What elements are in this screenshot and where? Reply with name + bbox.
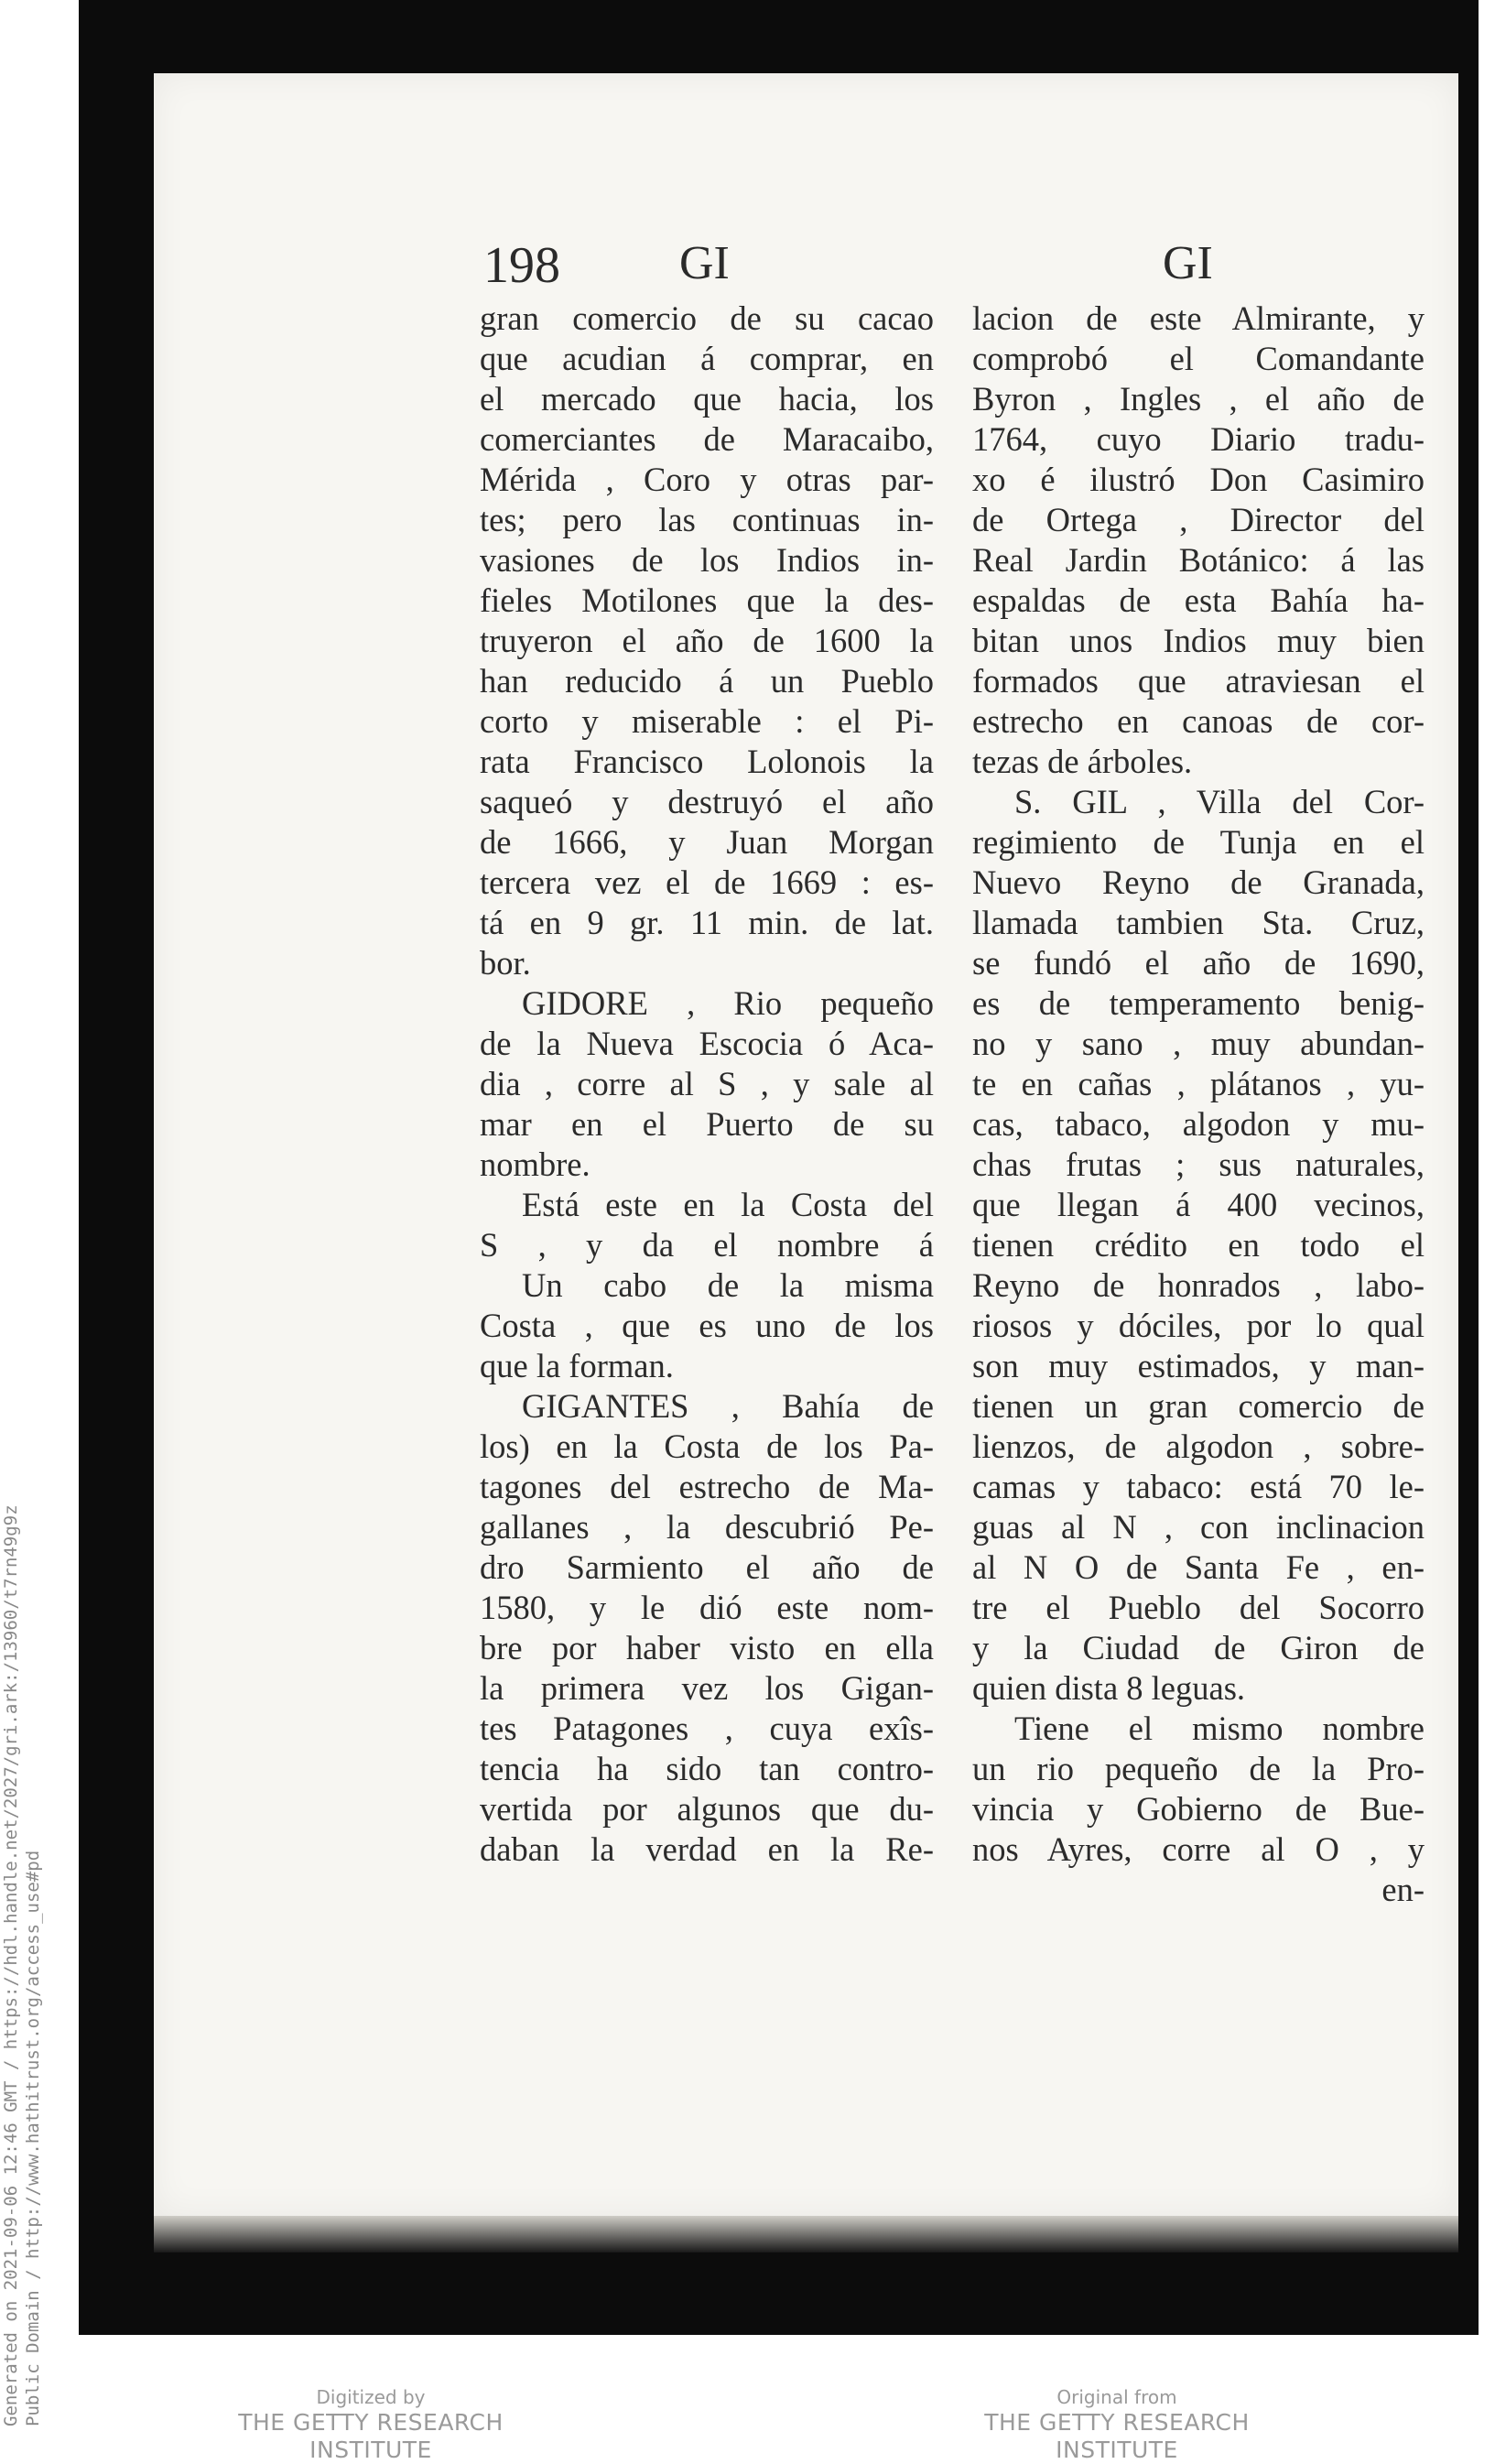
right-column-line: lacion de este Almirante, y [972,299,1425,337]
digitized-by-block [174,2385,568,2464]
left-column-line: bor. [480,944,531,982]
left-column-line: vertida por algunos que du- [480,1790,934,1828]
right-column-line: y la Ciudad de Giron de [972,1629,1425,1666]
right-column-line: comprobó el Comandante [972,340,1425,377]
right-column-line: te en cañas , plátanos , yu- [972,1065,1425,1102]
left-column-line: tercera vez el de 1669 : es- [480,863,934,901]
left-column-line: dro Sarmiento el año de [480,1548,934,1586]
left-column-line: GIGANTES , Bahía de [522,1387,934,1425]
right-column-line: son muy estimados, y man- [972,1347,1425,1384]
right-column-line: de Ortega , Director del [972,501,1425,538]
right-column-line: guas al N , con inclinacion [972,1508,1425,1546]
right-column-line: no y sano , muy abundan- [972,1025,1425,1062]
left-column-line: tencia ha sido tan contro- [480,1750,934,1787]
right-column-line: Real Jardin Botánico: á las [972,541,1425,579]
left-column-line: gran comercio de su cacao [480,299,934,337]
right-column-line: cas, tabaco, algodon y mu- [972,1105,1425,1143]
right-column-line: lienzos, de algodon , sobre- [972,1427,1425,1465]
left-column-line: nombre. [480,1145,590,1183]
right-column-line: estrecho en canoas de cor- [972,702,1425,740]
right-text-column [972,299,1425,1910]
stamp-line-generated: Generated on 2021-09-06 12:46 GMT / https://hdl.handle.net/2027/gri.ark:/13960/t7rn49g9z [1,1504,21,2426]
right-column-line: tezas de árboles. [972,743,1193,780]
left-column-line: que la forman. [480,1347,674,1384]
right-column-line: formados que atraviesan el [972,662,1425,700]
left-column-line: Costa , que es uno de los [480,1307,934,1344]
right-column-line: tienen un gran comercio de [972,1387,1425,1425]
digitization-footer [0,2385,1495,2463]
right-column-line: un rio pequeño de la Pro- [972,1750,1425,1787]
left-text-column [480,299,934,1870]
page-number: 198 [483,237,560,294]
left-column-line: que acudian á comprar, en [480,340,934,377]
right-column-line: tienen crédito en todo el [972,1226,1425,1264]
right-column-line: tre el Pueblo del Socorro [972,1589,1425,1626]
left-column-line: de 1666, y Juan Morgan [480,823,934,861]
original-from-block [920,2385,1314,2464]
original-from-label: Original from [1056,2386,1177,2408]
left-column-line: saqueó y destruyó el año [480,783,934,820]
left-column-line: el mercado que hacia, los [480,380,934,418]
left-column-line: Está este en la Costa del [522,1186,934,1223]
left-column-line: rata Francisco Lolonois la [480,743,934,780]
digitized-by-institution: THE GETTY RESEARCH INSTITUTE [238,2409,504,2463]
left-column-line: mar en el Puerto de su [480,1105,934,1143]
original-from-institution: THE GETTY RESEARCH INSTITUTE [984,2409,1250,2463]
right-column-line: quien dista 8 leguas. [972,1669,1246,1707]
left-column-line: tagones del estrecho de Ma- [480,1468,934,1505]
right-column-line: Nuevo Reyno de Granada, [972,863,1425,901]
left-column-line: vasiones de los Indios in- [480,541,934,579]
left-column-line: bre por haber visto en ella [480,1629,934,1666]
right-column-line: Reyno de honrados , labo- [972,1266,1425,1304]
left-column-line: la primera vez los Gigan- [480,1669,934,1707]
page-bottom-edge [154,2216,1458,2252]
right-column-line: nos Ayres, corre al O , y [972,1830,1425,1868]
left-column-line: truyeron el año de 1600 la [480,622,934,659]
hathitrust-generation-stamp [0,1504,44,2426]
right-column-line: espaldas de esta Bahía ha- [972,581,1425,619]
left-column-line: dia , corre al S , y sale al [480,1065,934,1102]
left-column-line: Un cabo de la misma [522,1266,934,1304]
left-column-line: de la Nueva Escocia ó Aca- [480,1025,934,1062]
left-column-line: Mérida , Coro y otras par- [480,461,934,498]
right-column-line: chas frutas ; sus naturales, [972,1145,1425,1183]
right-column-line: bitan unos Indios muy bien [972,622,1425,659]
right-column-line: riosos y dóciles, por lo qual [972,1307,1425,1344]
right-column-line: al N O de Santa Fe , en- [972,1548,1425,1586]
left-column-line: comerciantes de Maracaibo, [480,420,934,458]
left-column-guide-word: GI [679,237,730,289]
right-column-line: es de temperamento benig- [972,984,1425,1022]
left-column-line: daban la verdad en la Re- [480,1830,934,1868]
right-column-line: Tiene el mismo nombre [1014,1710,1425,1747]
right-column-line: que llegan á 400 vecinos, [972,1186,1425,1223]
right-column-line: regimiento de Tunja en el [972,823,1425,861]
left-column-line: tá en 9 gr. 11 min. de lat. [480,904,934,941]
right-column-line: camas y tabaco: está 70 le- [972,1468,1425,1505]
left-column-line: S , y da el nombre á [480,1226,934,1264]
right-column-line: vincia y Gobierno de Bue- [972,1790,1425,1828]
right-column-line: Byron , Ingles , el año de [972,380,1425,418]
right-column-guide-word: GI [1163,237,1213,289]
left-column-line: 1580, y le dió este nom- [480,1589,934,1626]
right-column-line: en- [1381,1871,1425,1908]
left-column-line: han reducido á un Pueblo [480,662,934,700]
right-column-line: llamada tambien Sta. Cruz, [972,904,1425,941]
right-column-line: 1764, cuyo Diario tradu- [972,420,1425,458]
left-column-line: GIDORE , Rio pequeño [522,984,934,1022]
stamp-line-rights: Public Domain / http://www.hathitrust.org/access_use#pd [23,1850,43,2426]
right-column-line: xo é ilustró Don Casimiro [972,461,1425,498]
left-column-line: gallanes , la descubrió Pe- [480,1508,934,1546]
left-column-line: tes Patagones , cuya exîs- [480,1710,934,1747]
right-column-line: S. GIL , Villa del Cor- [1014,783,1425,820]
digitized-by-label: Digitized by [316,2386,426,2408]
left-column-line: corto y miserable : el Pi- [480,702,934,740]
right-column-line: se fundó el año de 1690, [972,944,1425,982]
left-column-line: fieles Motilones que la des- [480,581,934,619]
left-column-line: tes; pero las continuas in- [480,501,934,538]
left-column-line: los) en la Costa de los Pa- [480,1427,934,1465]
